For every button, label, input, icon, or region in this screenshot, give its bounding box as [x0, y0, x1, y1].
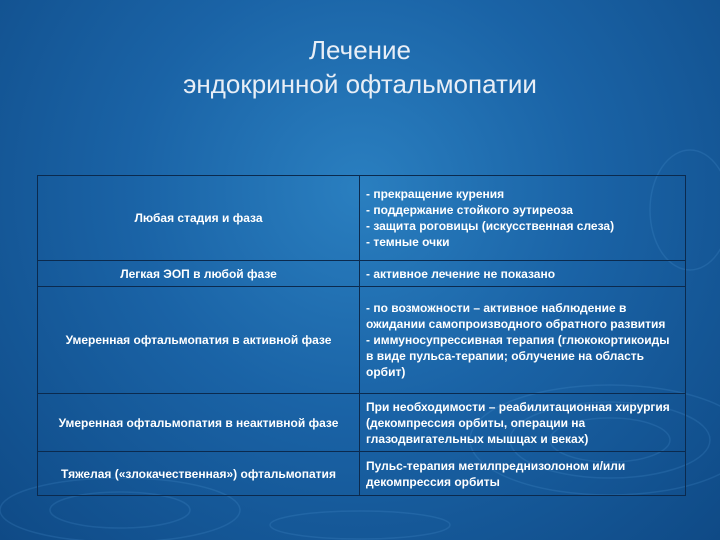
therapy-line: - поддержание стойкого эутиреоза [366, 203, 573, 217]
table-row [38, 176, 686, 261]
treatment-table [37, 175, 686, 496]
slide-title-line-1: Лечение [308, 35, 411, 65]
table-row [38, 452, 686, 496]
therapy-cell [360, 394, 686, 452]
condition-cell: Легкая ЭОП в любой фазе [38, 261, 360, 287]
table-row [38, 394, 686, 452]
therapy-line: - прекращение курения [366, 187, 505, 201]
table-row [38, 287, 686, 394]
therapy-cell [360, 261, 686, 287]
condition-cell: Умеренная офтальмопатия в активной фазе [38, 287, 360, 394]
condition-cell: Тяжелая («злокачественная») офтальмопатия [38, 452, 360, 496]
condition-cell: Умеренная офтальмопатия в неактивной фазе [38, 394, 360, 452]
therapy-cell [360, 287, 686, 394]
therapy-cell [360, 452, 686, 496]
therapy-line: - темные очки [366, 235, 450, 249]
table-row [38, 261, 686, 287]
slide-title [0, 33, 720, 101]
therapy-line: - по возможности – активное наблюдение в ожидании самопроизводного обратного развития [366, 301, 666, 331]
slide-title-line-2: эндокринной офтальмопатии [183, 69, 537, 99]
therapy-line: - защита роговицы (искусственная слеза) [366, 219, 615, 233]
therapy-line: - активное лечение не показано [366, 266, 556, 281]
therapy-line: Пульс-терапия метилпреднизолоном и/или декомпрессия орбиты [366, 458, 626, 489]
therapy-line: - иммуносупрессивная терапия (глюкокортикоиды в виде пульса-терапии; облучение на область орбит) [366, 333, 670, 379]
therapy-cell [360, 176, 686, 261]
condition-cell: Любая стадия и фаза [38, 176, 360, 261]
therapy-line: При необходимости – реабилитационная хирургия (декомпрессия орбиты, операции на глазодвигательных мышцах и веках) [366, 399, 670, 446]
